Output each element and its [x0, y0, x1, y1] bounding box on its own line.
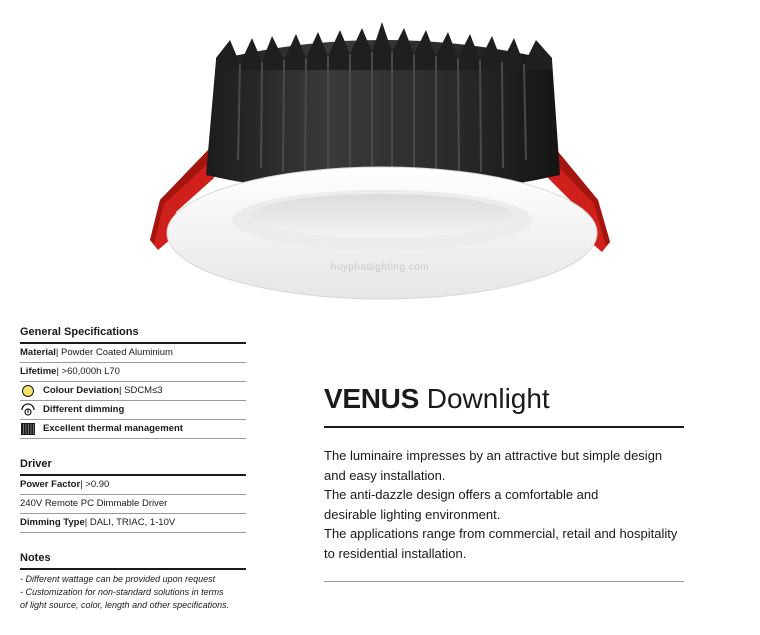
- spec-row-dimming-type: [20, 514, 246, 533]
- product-description: [324, 446, 704, 563]
- dimming-icon: [20, 403, 36, 417]
- spec-row-thermal: [20, 420, 246, 439]
- spec-label: Power Factor: [20, 479, 81, 490]
- title-divider: [324, 426, 684, 428]
- note-line: of light source, color, length and other specifications.: [20, 600, 230, 610]
- bulb-icon: [20, 384, 36, 398]
- thermal-icon: [20, 422, 36, 436]
- product-title: [324, 383, 550, 415]
- description-line: to residential installation.: [324, 545, 467, 561]
- spec-row-dimming: [20, 401, 246, 420]
- description-divider: [324, 581, 684, 582]
- spec-value: | DALI, TRIAC, 1-10V: [84, 517, 176, 528]
- spec-text: Different dimming: [43, 404, 125, 415]
- spec-label: Lifetime: [20, 366, 57, 377]
- spec-value: | Powder Coated Aluminium: [55, 347, 173, 358]
- spec-row-driver-type: [20, 495, 246, 514]
- specifications-panel: [20, 326, 246, 612]
- spec-text: Excellent thermal management: [43, 423, 183, 434]
- spec-row-power-factor: [20, 476, 246, 495]
- spec-row-lifetime: [20, 363, 246, 382]
- watermark: huyphatlighting.com: [330, 262, 430, 273]
- note-line: - Customization for non-standard solutions in terms: [20, 587, 224, 597]
- spec-value: | SDCM≤3: [119, 385, 163, 396]
- description-line: desirable lighting environment.: [324, 506, 501, 522]
- spec-value: | >60,000h L70: [56, 366, 120, 377]
- spec-label: Dimming Type: [20, 517, 85, 528]
- driver-heading: Driver: [20, 458, 246, 476]
- description-line: and easy installation.: [324, 467, 446, 483]
- diffuser-lens: [250, 194, 514, 238]
- description-line: The anti-dazzle design offers a comfortable and: [324, 487, 599, 502]
- description-line: The applications range from commercial, retail and hospitality: [324, 526, 678, 541]
- spec-label: Material: [20, 347, 56, 358]
- note-line: - Different wattage can be provided upon request: [20, 574, 216, 584]
- spec-value: 240V Remote PC Dimmable Driver: [20, 498, 168, 509]
- product-name-bold: VENUS: [324, 383, 419, 414]
- white-trim-ring: [167, 167, 597, 299]
- general-specifications-heading: General Specifications: [20, 326, 246, 344]
- product-name-rest: Downlight: [418, 383, 550, 414]
- notes-section: [20, 552, 246, 612]
- spec-label: Colour Deviation: [43, 385, 120, 396]
- spec-row-material: [20, 344, 246, 363]
- notes-heading: Notes: [20, 552, 246, 570]
- spec-value: | >0.90: [80, 479, 110, 490]
- spec-row-colour-deviation: [20, 382, 246, 401]
- description-line: The luminaire impresses by an attractive but simple design: [324, 448, 663, 463]
